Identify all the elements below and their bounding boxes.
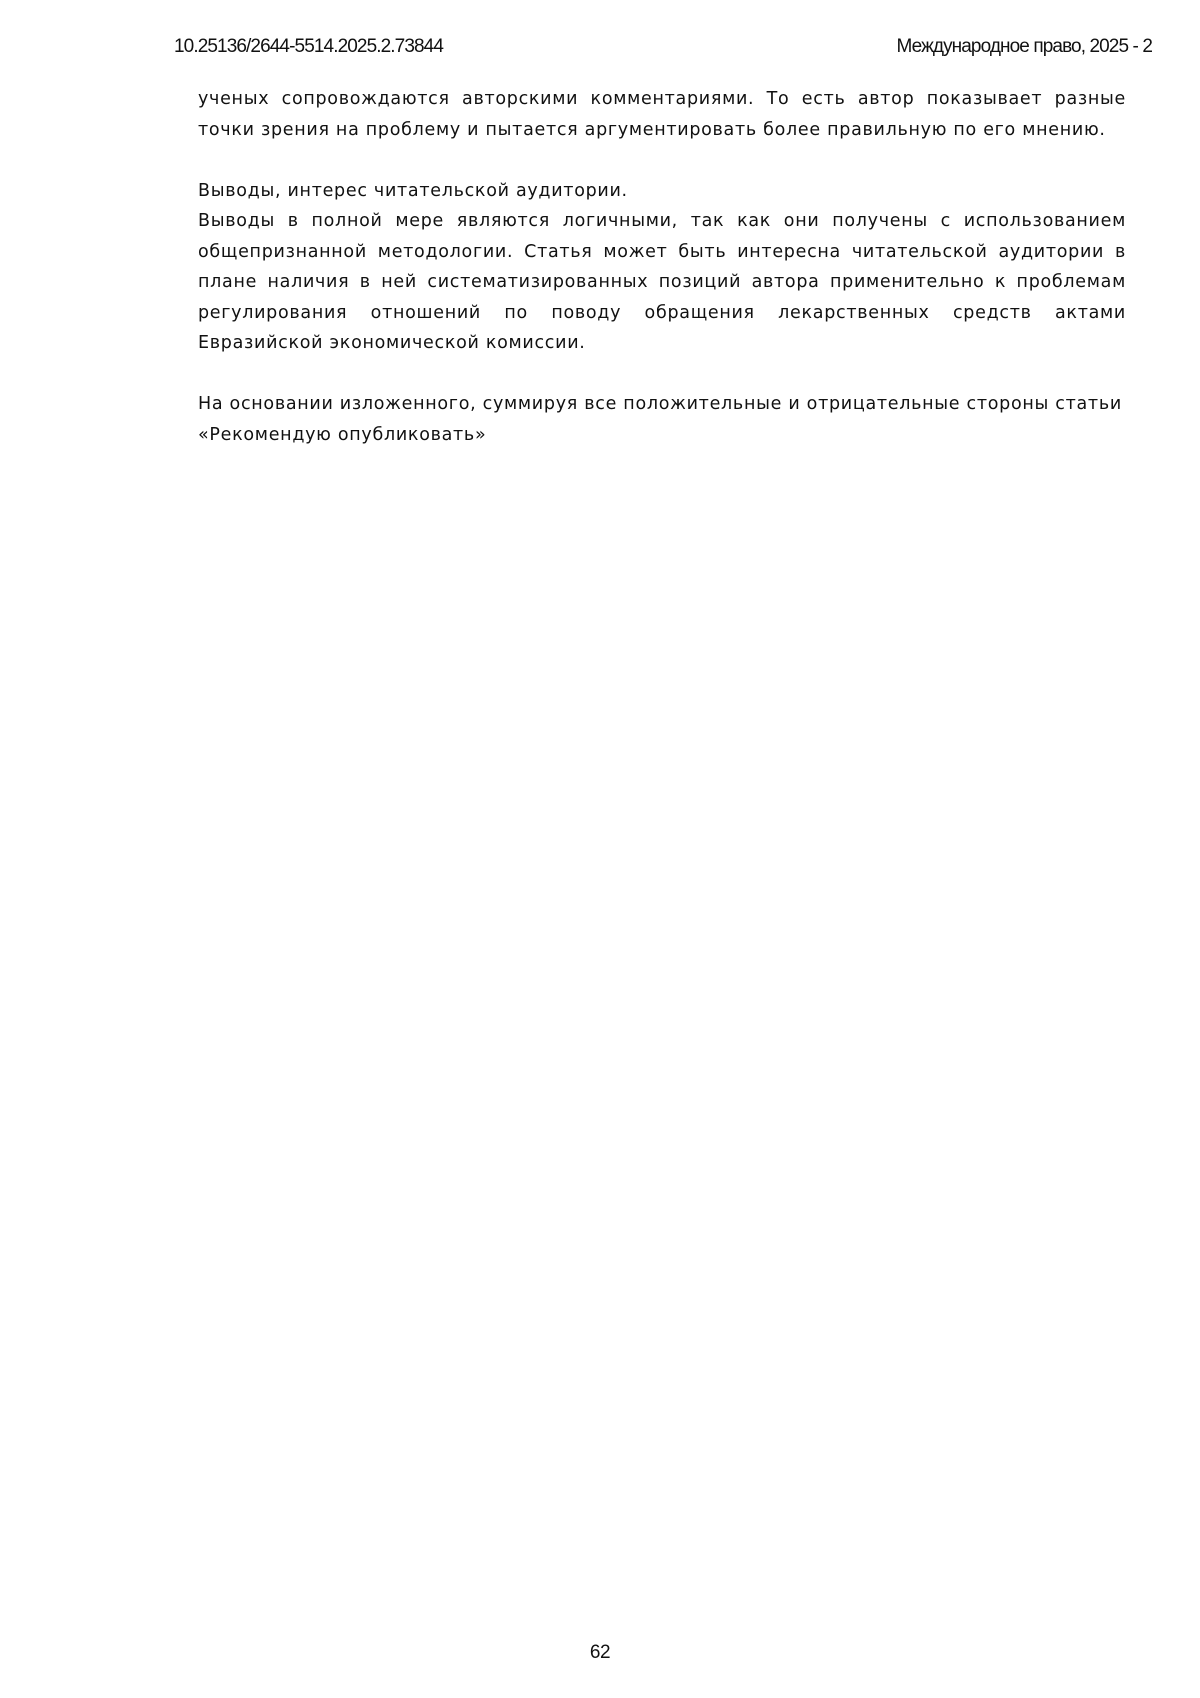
conclusions-paragraph: Выводы в полной мере являются логичными, так как они получены с использованием общепризнанной методологии. Статья может быть интересна читательской аудитории в плане наличия в ней систематизированных позиций автора применительно к проблемам регулирования отношений по поводу обращения лекарственных средств актами Евразийской экономической комиссии. (198, 211, 1126, 353)
article-body (198, 84, 1126, 450)
doi-label: 10.25136/2644-5514.2025.2.73844 (174, 36, 443, 57)
summary-paragraph: На основании изложенного, суммируя все положительные и отрицательные стороны статьи (198, 394, 1122, 414)
page-header (174, 36, 1152, 62)
conclusions-heading: Выводы, интерес читательской аудитории. (198, 180, 628, 201)
journal-title: Международное право, 2025 - 2 (896, 36, 1152, 57)
page-number: 62 (589, 1642, 611, 1663)
recommendation-text: «Рекомендую опубликовать» (198, 424, 487, 445)
paragraph-continuation: ученых сопровождаются авторскими комментариями. То есть автор показывает разные точки зрения на проблему и пытается аргументировать более правильную по его мнению. (198, 89, 1126, 140)
